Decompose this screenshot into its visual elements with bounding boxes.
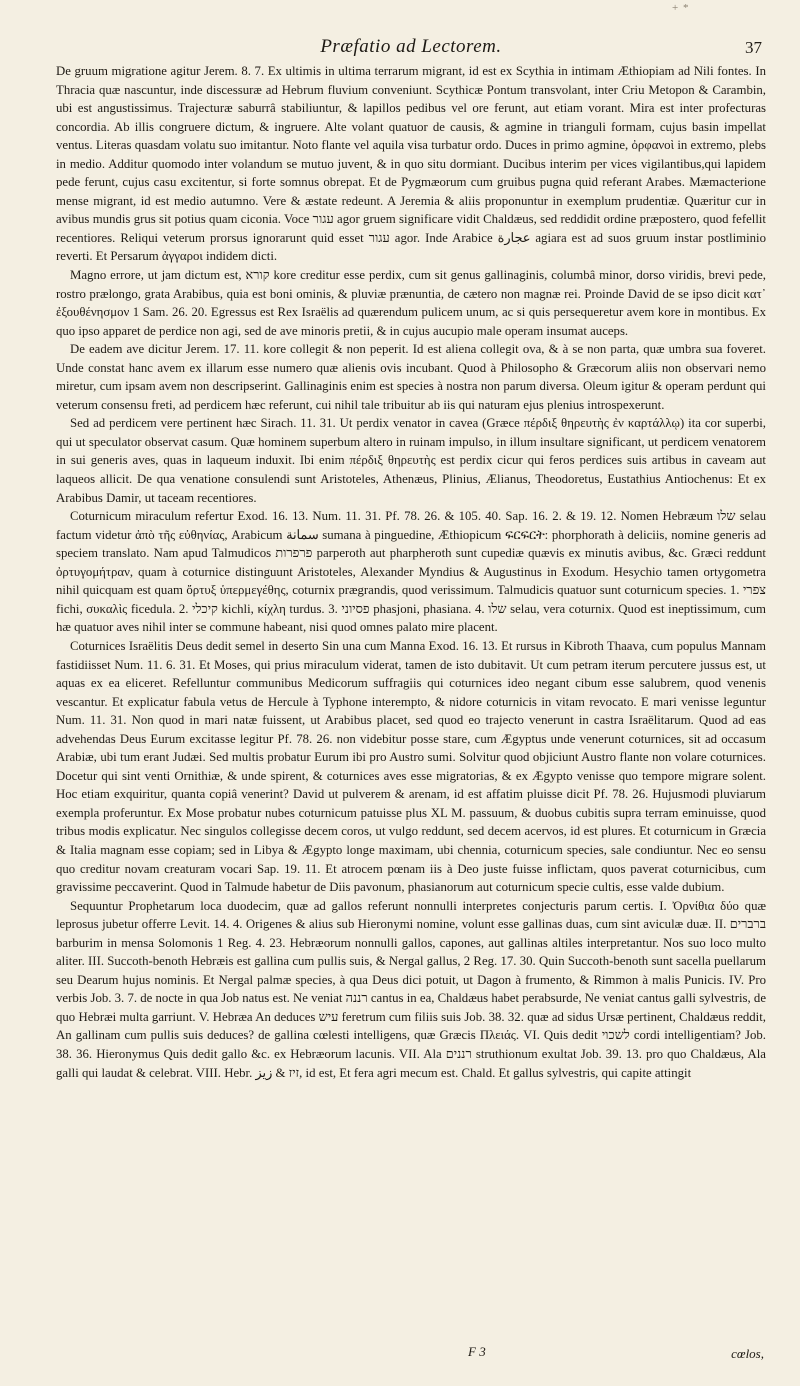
catchword: cœlos,	[731, 1346, 764, 1361]
paragraph-coturnices-israelitis: Coturnices Israëlitis Deus dedit semel in deserto Sin una cum Manna Exod. 16. 13. Et rursus in Kibroth Thaava, cum populus Mannam fastidiisset Num. 11. 6. 31. Et Moses, qui prius miraculum viderat, tamen de isto dubitavit. Ut cum petram iterum percutere jussus est, ut aquas ex ea eliceret. Refelluntur communibus Medicorum suffragiis qui coturnices ideo negant cibum esse salubrem, quod venenis vescantur. Et explicatur fabula vetus de Hercule à Typhone interempto, & nidore coturnicis in vitam revocato. E mari venisse leguntur Num. 11. 31. Non quod in mari natæ fuissent, ut Arabibus placet, sed quod eo trajecto venerunt in castra Israëlitarum. Quod ad eas advehendas Deus Eurum excitasse legitur Pf. 78. 26. non videbitur posse stare, cum Ægyptus unde venerunt coturnices, sit ad occasum Arabiæ, ubi tum erant Judæi. Sed multis probatur Eurum ibi pro Austro sumi. Solvitur quod objiciunt Austro flante non volare coturnices. Docetur qui sint venti Ornithiæ, & unde spirent, & coturnices aves esse migratorias, & ex Ægypto venisse quo tempore migrare solent. Hoc etiam exquiritur, quanta copiâ venerint? David ut pulverem & arenam, id est affatim pluisse dicit Pf. 78. 26. Hujusmodi pluviarum exempla proferuntur. Ex Mose probatur nubes coturnicum patuisse plus XL M. passuum, & duobus cubitis supra terram eminuisse, quod tribus modis explicatur. Nec singulos collegisse decem coros, ut vulgo reddunt, sed decem acervos, id est plures. Et coturnicum in Græcia & Italia magnam esse copiam; sed in Libya & Ægypto longe maximam, ubi chennia, coturnicum species, sale condiuntur. Nec eo sensu quo creditur novam creaturam vocari Sap. 19. 11. Et atrocem pœnam iis à Deo juste fuisse inflictam, quos paverat coturnicibus, cum gravissime peccaverint. Quod in Talmude habetur de Diis pavonum, phasianorum aut coturnicum specie cultis, esse valde dubium.	[56, 638, 766, 895]
paragraph-prophetarum-loca: Sequuntur Prophetarum loca duodecim, quæ ad gallos referunt nonnulli interpretes conjecturis parum certis. I. Ὀρνίθια δύο quæ leprosus jubetur offerre Levit. 14. 4. Origenes & alius sub Hieronymi nomine, volunt esse gallinas duas, cum sint aviculæ duæ. II. ברברים barburim in mensa Solomonis 1 Reg. 4. 23. Hebræorum nonnulli gallos, capones, aut gallinas altiles interpretantur. Nos suo loco multo aliter. III. Succoth-benoth Hebræis est gallina cum pullis suis, & Nergal gallus, 2 Reg. 17. 30. Quin Succoth-benoth sunt sacella puellarum seu Dearum hujus nominis. Et Nergal palmæ species, à qua Deus dici potuit, ut Dagon à frumento, & Rimmon à malis Punicis. IV. Pro verbis Job. 3. 7. de nocte in qua Job natus est. Ne veniat רננה cantus in ea, Chaldæus habet perabsurde, Ne veniat cantus galli sylvestris, de quo Hebræi multa garriunt. V. Hebræa An deduces עיש feretrum cum filiis suis Job. 38. 32. quæ ad sidus Ursæ pertinent, Chaldæus reddit, An gallinam cum pullis suis deduces? de gallina cœlesti intelligens, quæ Græcis Πλειάς. VI. Quis dedit לשכוי cordi intelligentiam? Job. 38. 36. Hieronymus Quis dedit gallo &c. ex Hebræorum lacunis. VII. Ala רננים struthionum exultat Job. 39. 13. pro quo Chaldæus, Ala galli qui laudat & celebrat. VIII. Hebr. זיז & زيز, id est, Et fera agri mecum est. Chald. Et gallus sylvestris, qui capite attingit	[56, 898, 767, 1080]
running-title: Præfatio ad Lectorem.	[320, 36, 502, 57]
corner-mark: + *	[672, 2, 690, 14]
paragraph-gruum: De gruum migratione agitur Jerem. 8. 7. Ex ultimis in ultima terrarum migrant, id est ex Scythia in intimam Æthiopiam ad Nili fontes. In Thracia quæ nascuntur, inde discessuræ ad Hebrum fluvium conveniunt. Scythicæ Pontum transvolant, inter Criu Metopon & Carambin, ubi est angustissimus. Trajecturæ saburrâ stabiliuntur, & lapillos pedibus vel ore ferunt, aut etiam vorant. Mira est inter profecturas concordia. Ab illis congruere dictum, & ingruere. Alte volant quatuor de causis, & agmine in trianguli formam, cujus basin impellat ventus. Literas quasdam volatu suo imitantur. Noto flante vel aquila visa turbatur ordo. Duces in primo agmine, ὀρφανοὶ in extremo, plebs in medio. Additur quomodo inter volandum se mutuo juvent, & in quo situ dormiant. Ducibus interim per vices vigilantibus,qui lapidem pede ferunt, cujus casu excitentur, si forte somnus obrepat. Et de Pygmæorum cum gruibus pugna quid referant Arabes. Mæmacterione mense migrant, id est medio autumno. Vere & æstate redeunt. A Jeremia & aliis proponuntur in exemplum prudentiæ. Quæritur cur in avibus mundis grus sit potius quam ciconia. Voce עגור agor gruem significare vidit Chaldæus, sed reddidit ordine præpostero, quod fefellit recentiores. Reliqui veterum prorsus ignorarunt quid esset עגור agor. Inde Arabice عجارة agiara est ad suos gruum instar postliminio reverti. Et Persarum ἀγγαροι indidem dicti.	[56, 64, 766, 264]
page-header	[56, 22, 766, 62]
paragraph-kore: Magno errore, ut jam dictum est, קורא kore creditur esse perdix, cum sit genus gallinaginis, columbâ minor, dorso viridis, brevi pede, rostro prælongo, grata Arabibus, quia est boni ominis, & pluviæ prænuntia, de cætero non magnæ rei. Proinde David de se ipso dicit κατ᾽ ἐξουθένησμον 1 Sam. 26. 20. Egressus est Rex Israëlis ad quærendum pulicem unum, ac si quis persequeretur avem kore in montibus. Ex quo ipso apparet de perdice non agi, sed de ave minoris pretii, & in cujus aucupio male operam insumat auceps.	[56, 268, 766, 338]
signature-mark: F 3	[468, 1344, 486, 1359]
page-footer	[0, 1344, 800, 1364]
paragraph-coturnicum-nomen: Coturnicum miraculum refertur Exod. 16. 13. Num. 11. 31. Pf. 78. 26. & 105. 40. Sap. 16. 2. & 19. 12. Nomen Hebræum שלו selau factum videtur ἀπὸ τῆς εὐθηνίας, Arabicum سمانة sumana à pinguedine, Æthiopicum ፍርፍርት: phorphorath à deliciis, nomine generis ad speciem translato. Nam apud Talmudicos פרפרות parperoth aut pharpheroth sunt cupediæ quævis ex minutis avibus, &c. Græci reddunt ὀρτυγομήτραν, quam à coturnice distinguunt Aristoteles, Alexander Myndius & Augustinus in Exodum. Hesychio tamen ortygometra nihil quicquam est quam ὄρτυξ ὑπερμεγέθης, coturnix prægrandis, quod verissimum. Talmudicis quatuor sunt coturnicum species. 1. צפרי fichi, συκαλὶς ficedula. 2. קיכלי kichli, κίχλη turdus. 3. פסיוני phasjoni, phasiana. 4. שלו selau, vera coturnix. Quod est ineptissimum, cum hæ quatuor aves nihil inter se commune habeant, nisi quod omnes palato mire placent.	[56, 509, 766, 635]
page-number: 37	[745, 38, 762, 57]
body-text	[56, 62, 766, 1082]
paragraph-sirach: Sed ad perdicem vere pertinent hæc Sirach. 11. 31. Ut perdix venator in cavea (Græce πέρδιξ θηρευτὴς ἐν καρτάλλῳ) ita cor superbi, qui ut speculator observat casum. Quæ hominem superbum altero in ruinam impulso, in illum insultare significant, ut perdicem venatorem in sui generis aves, quas in laqueum induxit. Ibi enim πέρδιξ θηρευτὴς est perdix cicur qui feros perdices suis artibus in caveam aut laqueos allicit. De qua venatione consulendi sunt Aristoteles, Athenæus, Plinius, Ælianus, Theodoretus, Eustathius Antiochenus: Et ex Arabibus Damir, ut taceam recentiores.	[56, 416, 766, 505]
paragraph-jeremias: De eadem ave dicitur Jerem. 17. 11. kore collegit & non peperit. Id est aliena collegit ova, & à se non parta, quæ umbra sua foveret. Unde constat hanc avem ex illarum esse numero quæ alienis ovis incubant. Quod à Philosopho & Græcorum aliis non observari nemo miretur, cum ipsam avem non descripserint. Gallinaginis enim est species à nostra non parum diversa. Oleum igitur & operam perdunt qui veterum consensu freti, ad perdicem hæc referunt, cui nihil tale tribuitur ab iis qui naturam ejus plenius introspexerunt.	[56, 342, 766, 412]
